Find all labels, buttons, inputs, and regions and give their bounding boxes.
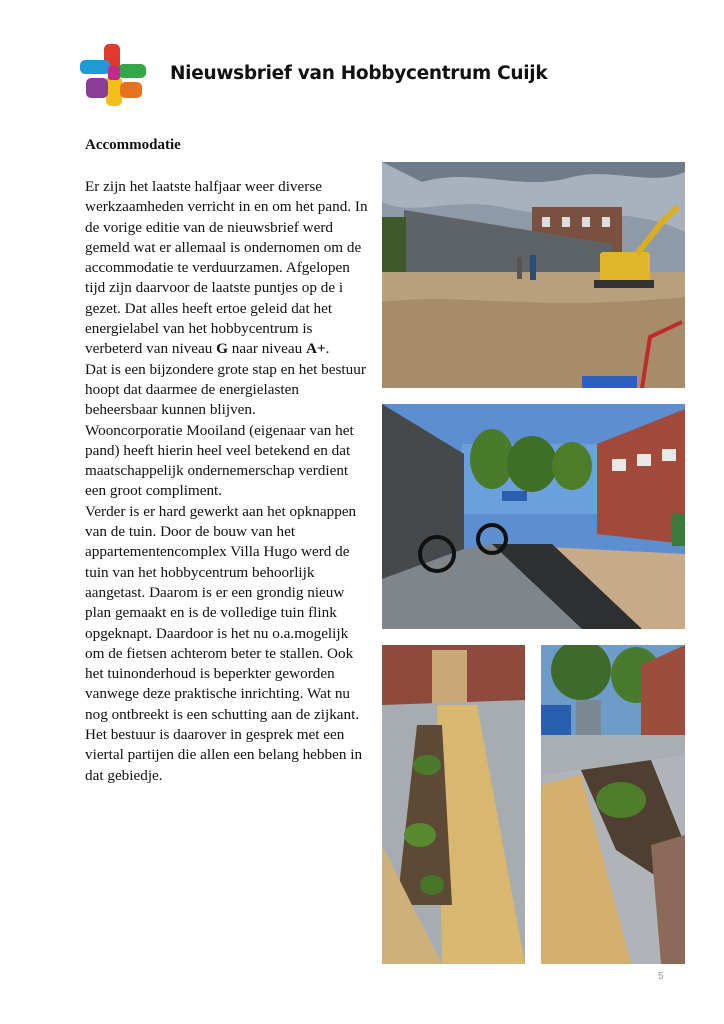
paragraph-step: Dat is een bijzondere grote stap en het bestuur hoopt dat daarmee de energielasten beheersbaar kunnen blijven. — [85, 360, 366, 419]
text-run: Er zijn het laatste halfjaar weer diverse werkzaamheden verricht in en om het pand. In de vorige editie van de nieuwsbrief werd gemeld wat er allemaal is ondernomen om de accommodatie te verduurzamen. Afgelopen tijd zijn daarvoor de laatste puntjes op de i gezet. Dat alles heeft ertoe geleid dat het energielabel van het hobbycentrum is verbeterd van niveau — [85, 178, 368, 358]
article-body — [85, 177, 370, 786]
energy-label-old: G — [216, 340, 228, 358]
paragraph-garden: Verder is er hard gewerkt aan het opknappen van de tuin. Door de bouw van het appartementencomplex Villa Hugo werd de tuin van het hobbycentrum behoorlijk aangetast. Daarom is er een grondig nieuw plan gemaakt en is de volledige tuin flink opgeknapt. Daardoor is het nu o.a.mogelijk om de fietsen achterom beter te stallen. Ook het tuinonderhoud is beperkter geworden vanwege deze praktische inrichting. Wat nu nog ontbreekt is een schutting aan de zijkant. Het bestuur is daarover in gesprek met een viertal partijen die allen een belang hebben in dat gebiedje. — [85, 502, 363, 784]
section-title: Accommodatie — [85, 137, 181, 153]
photo-garden-path — [382, 645, 525, 964]
photo-construction-site — [382, 162, 685, 388]
energy-label-new: A+ — [305, 340, 326, 358]
logo — [78, 42, 150, 110]
text-run: naar niveau — [227, 340, 306, 358]
photo-garden-bed — [541, 645, 685, 964]
text-run: . — [325, 340, 330, 358]
hands-logo-icon — [78, 42, 150, 110]
photo-bike-path — [382, 404, 685, 629]
newsletter-title: Nieuwsbrief van Hobbycentrum Cuijk — [170, 63, 548, 84]
paragraph-mooiland: Wooncorporatie Mooiland (eigenaar van het pand) heeft hierin heel veel betekend en dat maatschappelijk ondernemerschap verdient een groot compliment. — [85, 421, 354, 500]
page-number: 5 — [658, 971, 664, 982]
paragraph-energy — [85, 177, 370, 360]
